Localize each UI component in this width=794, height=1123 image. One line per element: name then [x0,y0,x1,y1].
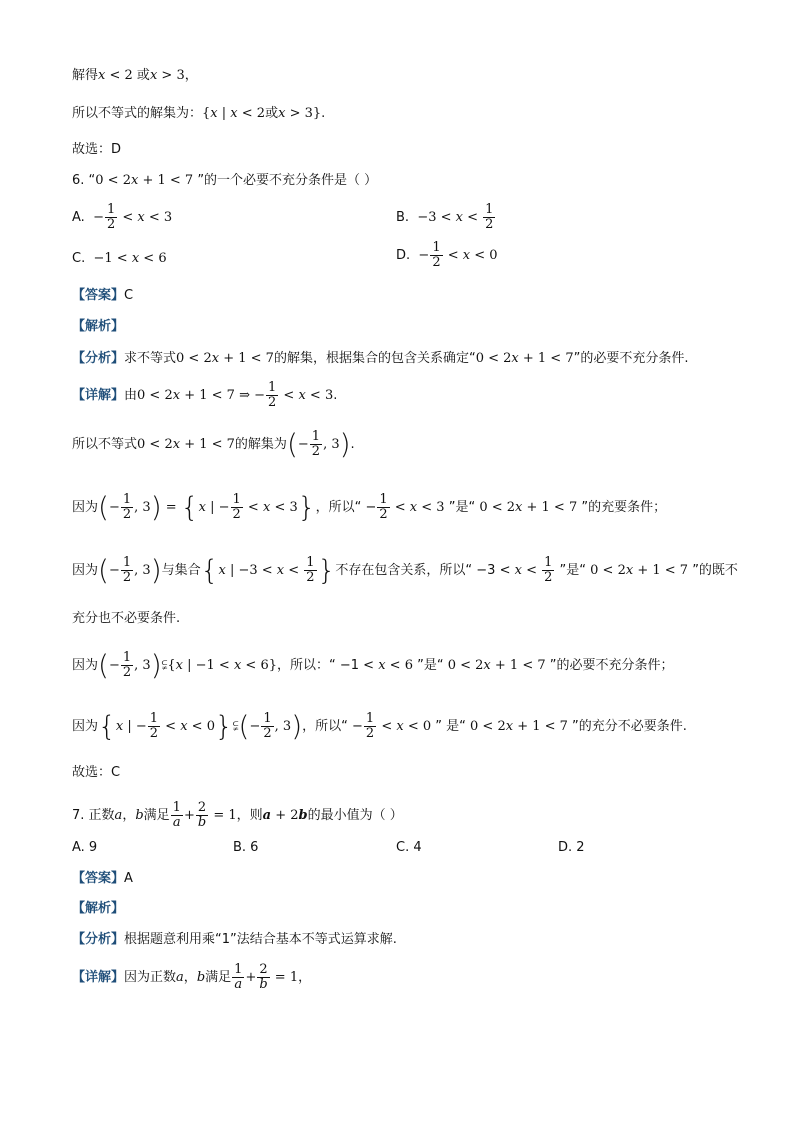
text: ”的既不 [688,563,738,578]
math-var: x [172,388,181,403]
paren: ) [150,648,162,682]
denominator: 2 [365,726,375,741]
choice-line [72,141,121,159]
fraction [483,203,495,232]
text: ”的必要不充分条件. [573,351,689,366]
math-var: x [298,388,306,403]
denominator: a [172,815,181,830]
math-var: b [135,808,144,823]
math: − [93,210,104,225]
analysis-7 [72,931,397,949]
math-var: b [298,808,308,823]
step-3 [72,553,738,587]
text: 因为 [72,658,99,673]
math: + 1 < 7 [513,719,568,734]
text: ” 是“ [431,719,471,734]
numerator: 1 [234,962,243,977]
math-var: x [210,106,218,121]
math: − [108,658,120,673]
math: < [118,210,138,225]
numerator: 1 [172,800,181,815]
math: < 6 [139,251,167,266]
answer-6 [72,287,133,305]
math: , 3 [323,437,340,452]
fraction [148,712,160,741]
math-var: a [114,808,123,823]
math: < [279,388,299,403]
numerator: 1 [263,711,272,726]
fraction [266,381,278,410]
text: 的最小值为（ ） [307,808,403,823]
fraction [105,203,117,232]
math-var: x [98,68,106,83]
math-var: x [262,500,271,515]
text: 解得 [72,68,99,83]
analysis-heading-6 [72,318,124,336]
math: −1 < [93,251,132,266]
option-a [72,839,97,857]
text: ”是“ [444,500,480,515]
fraction [310,430,322,459]
text: ，则 [236,808,263,823]
math-var: x [233,658,242,673]
denominator: b [197,815,207,830]
option-label: C. [72,251,86,266]
step-2 [72,490,667,524]
option-b [396,203,496,232]
numerator: 1 [306,555,315,570]
math-var: x [180,719,188,734]
math: 0 < 2 [590,563,626,578]
denominator: 2 [232,507,241,522]
paren: ( [286,427,298,461]
text: 根据题意利用乘“1”法结合基本不等式运算求解. [124,932,397,947]
analysis-heading-7 [72,900,124,918]
math: 0 < 2 [176,351,212,366]
math-var: x [278,106,286,121]
text: ”的必要不充分条件； [545,658,674,673]
analysis-tag: 【分析】 [72,351,125,366]
math: > 3} [285,106,322,121]
math: + 1 < 7 [490,658,546,673]
text: 因为 [72,563,99,578]
math: < [390,500,410,515]
math-var: x [514,563,522,578]
math: 0 < 2 [137,437,173,452]
text: ”的一个必要不充分条件是（ ） [193,173,378,188]
solve-result-line [72,67,198,85]
math-var: x [625,563,634,578]
math: + 1 < 7 ⇒ − [180,388,265,403]
math: + 2 [271,808,299,823]
math: > 3 [157,68,185,83]
math: 0 < 2 [95,173,131,188]
fraction [231,493,243,522]
math: + 1 < 7 [180,437,235,452]
fraction [121,651,133,680]
math-var: x [230,106,238,121]
math: | − [123,719,147,734]
analysis-tag: 【分析】 [72,932,125,947]
text: 因为 [72,719,99,734]
text: ，所以：“ −1 < [276,658,379,673]
math: − [249,719,261,734]
fraction [430,241,442,270]
analysis-6 [72,350,688,368]
math-var: x [515,500,523,515]
math: = 1 [209,808,237,823]
math: 0 < 2 [447,658,484,673]
math: < 3 [305,388,334,403]
text: 所以不等式的解集为： [72,106,203,121]
paren: ) [339,427,351,461]
text: 满足 [205,970,232,985]
numerator: 1 [149,711,159,726]
text: 求不等式 [124,351,177,366]
math-var: x [483,658,491,673]
math: < 2 [105,68,137,83]
numerator: 1 [485,202,494,217]
numerator: 1 [267,380,277,395]
text: 充分也不必要条件. [72,611,181,626]
math: < [243,500,263,515]
detail-7 [72,963,311,992]
text: 不存在包含关系，所以“ −3 < [335,563,515,578]
step-5 [72,709,687,743]
math: < [443,248,463,263]
brace: } [317,553,336,587]
math: + [183,808,195,823]
math: < 3 [417,500,445,515]
math: − [108,500,120,515]
numerator: 1 [379,492,388,507]
math: − [418,248,430,263]
math: 0 < 2 [470,719,506,734]
text: . [350,437,355,452]
choice-6 [72,764,120,782]
math-var: x [462,248,471,263]
option-c [72,250,167,268]
text: ， [184,68,198,83]
option-label: D. [396,248,411,263]
denominator: 2 [122,570,132,585]
text: 或 [265,106,279,121]
detail-6 [72,381,337,410]
option-a [72,203,172,232]
answer-7 [72,870,133,888]
denominator: a [234,977,243,992]
math-var: x [455,210,463,225]
math: + 1 < 7 [138,173,194,188]
text: ”是“ [555,563,591,578]
text: . [321,106,326,121]
math-var: x [211,351,220,366]
answer-value: A [124,871,133,886]
math-var: x [276,563,285,578]
math-var: x [218,563,226,578]
text: 满足 [143,808,170,823]
paren: ( [98,490,109,524]
fraction [364,712,376,741]
math-var: x [396,719,404,734]
numerator: 1 [122,492,132,507]
math: , 3 [134,563,151,578]
math-var: x [172,437,181,452]
math: + [245,970,257,985]
answer-value: C [124,288,134,303]
fraction [121,556,133,585]
text: 6. “ [72,173,96,188]
math-var: x [511,351,519,366]
step-1 [72,427,355,461]
text: ，所以“ − [302,719,363,734]
paren: ( [98,648,109,682]
math: < [161,719,181,734]
denominator: 2 [106,217,116,232]
numerator: 1 [122,555,132,570]
math-var: x [175,658,183,673]
fraction [171,801,183,830]
math: < [521,563,542,578]
fraction [304,556,316,585]
text: 故选：D [72,142,122,157]
math-var: a [176,970,184,985]
math: + 1 < 7 [633,563,689,578]
fraction [377,493,389,522]
denominator: 2 [306,570,315,585]
numerator: 1 [432,240,441,255]
option-text: B. 6 [233,840,259,855]
solution-set-line [72,105,325,123]
math-var: x [149,68,158,83]
text: 所以不等式 [72,437,138,452]
brace: { [200,553,219,587]
math: < [377,719,397,734]
math: + 1 < 7 [219,351,274,366]
math: 0 < 2 [475,351,512,366]
fraction [121,493,133,522]
fraction [232,963,244,992]
text: 或 [136,68,150,83]
math-var: a [262,808,272,823]
math: < 6} [241,658,277,673]
math-var: x [130,173,139,188]
brace: { [180,490,199,524]
analysis-tag: 【解析】 [72,319,125,334]
fraction [257,963,269,992]
math: < 6 [385,658,413,673]
text: ”是“ [412,658,448,673]
denominator: 2 [122,665,132,680]
numerator: 1 [232,492,241,507]
text: ”的充要条件； [577,500,667,515]
numerator: 2 [257,963,269,978]
numerator: 1 [311,429,321,444]
analysis-tag: 【解析】 [72,901,125,916]
math: < 2 [237,106,266,121]
option-b [233,839,258,857]
math: −3 < [417,210,456,225]
math: = [161,500,181,515]
option-text: C. 4 [396,840,422,855]
text: 7. 正数 [72,808,115,823]
math-var: x [137,210,145,225]
numerator: 1 [106,202,116,217]
math-var: b [196,970,206,985]
step-3-continued [72,610,180,628]
math: < 3 [270,500,298,515]
option-text: D. 2 [558,840,585,855]
math: + 1 < 7 [518,351,574,366]
fraction [261,712,273,741]
math: − [108,563,120,578]
numerator: 2 [196,801,208,816]
denominator: 2 [122,507,132,522]
paren: ) [150,553,162,587]
math: − [297,437,309,452]
question-7-stem [72,801,403,830]
detail-tag: 【详解】 [72,970,125,985]
brace: } [214,709,233,743]
math: = 1 [270,970,299,985]
answer-tag: 【答案】 [72,288,125,303]
text: 与集合 [161,563,201,578]
paren: ) [150,490,162,524]
math: ⫋{ [161,658,176,673]
math: { [202,106,211,121]
text: ”的充分不必要条件. [567,719,687,734]
math: < [463,210,483,225]
math: < 0 [403,719,432,734]
denominator: 2 [267,395,277,410]
option-d [396,241,498,270]
math: + 1 < 7 [522,500,578,515]
numerator: 1 [544,555,553,570]
paren: ( [238,709,250,743]
text: 故选：C [72,765,121,780]
math: < 0 [187,719,215,734]
option-d [558,839,585,857]
option-c [396,839,422,857]
math: | −1 < [182,658,234,673]
numerator: 1 [365,711,375,726]
math-var: x [409,500,418,515]
option-label: A. [72,210,85,225]
numerator: 1 [122,650,132,665]
step-4 [72,648,674,682]
math: | −3 < [225,563,277,578]
math-var: x [131,251,140,266]
text: 因为正数 [124,970,177,985]
brace: } [297,490,316,524]
denominator: 2 [432,255,441,270]
denominator: 2 [149,726,159,741]
option-text: A. 9 [72,840,98,855]
math: | [217,106,231,121]
denominator: 2 [485,217,494,232]
text: ，所以“ − [315,500,377,515]
answer-tag: 【答案】 [72,871,125,886]
denominator: 2 [544,570,553,585]
math: | − [205,500,230,515]
text: ， [122,808,136,823]
denominator: 2 [379,507,388,522]
math: < 3 [144,210,173,225]
math-var: x [505,719,514,734]
text: 由 [124,388,138,403]
paren: ( [98,553,109,587]
math: , 3 [134,500,151,515]
text: ， [298,970,312,985]
denominator: 2 [311,444,321,459]
text: 因为 [72,500,99,515]
math: < [284,563,304,578]
text: ， [183,970,197,985]
text: 的解集为 [234,437,287,452]
paren: ) [291,709,303,743]
math: < 0 [470,248,498,263]
math: , 3 [134,658,151,673]
detail-tag: 【详解】 [72,388,125,403]
math: ⫋ [232,719,239,734]
math: 0 < 2 [479,500,516,515]
fraction [196,801,208,830]
fraction [542,556,554,585]
math-var: x [198,500,206,515]
math-var: x [378,658,386,673]
math: , 3 [274,719,292,734]
brace: { [98,709,116,743]
denominator: b [259,977,268,992]
math: 0 < 2 [137,388,173,403]
denominator: 2 [263,726,272,741]
text: . [333,388,338,403]
math-var: x [115,719,124,734]
text: 的解集，根据集合的包含关系确定“ [273,351,476,366]
question-6-stem [72,172,377,190]
option-label: B. [396,210,410,225]
